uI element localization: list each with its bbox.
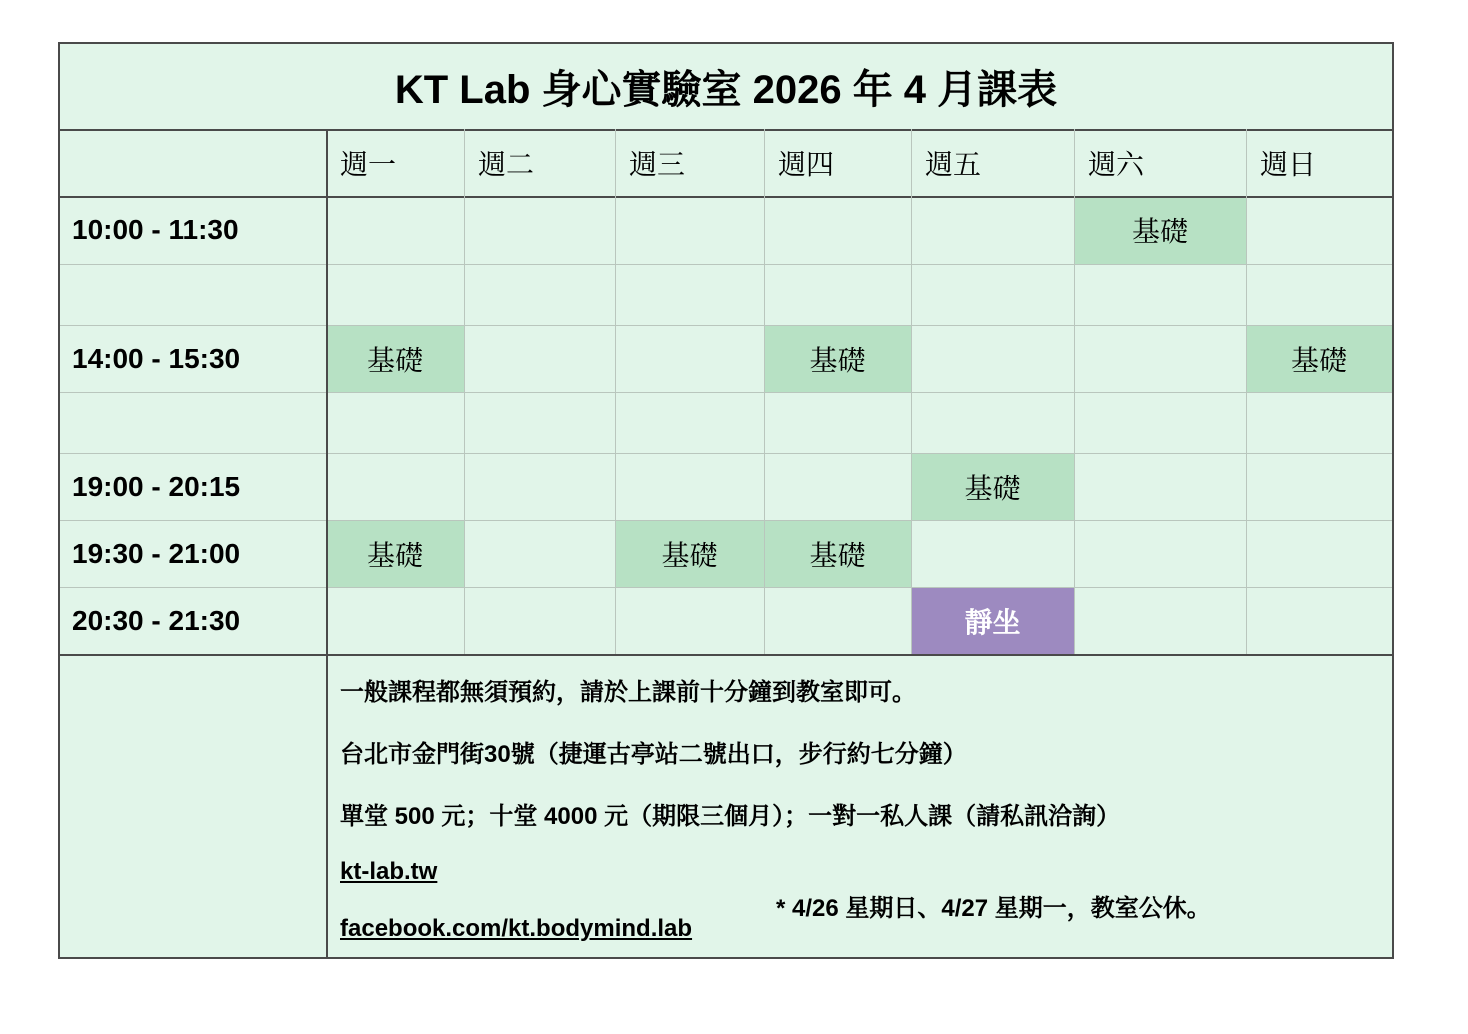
day-header: 週六 (1088, 148, 1145, 180)
class-cell: 基礎 (326, 520, 464, 587)
grid-column-line (326, 129, 328, 957)
pricing-note: 單堂 500 元；十堂 4000 元（期限三個月）；一對一私人課（請私訊洽詢） (340, 803, 1121, 830)
time-label: 19:30 - 21:00 (72, 537, 241, 569)
day-header: 週一 (340, 148, 397, 180)
class-cell: 基礎 (764, 325, 911, 392)
grid-column-line (911, 129, 912, 654)
class-cell: 基礎 (764, 520, 911, 587)
closure-note: * 4/26 星期日、4/27 星期一，教室公休。 (776, 895, 1211, 922)
booking-note: 一般課程都無須預約，請於上課前十分鐘到教室即可。 (340, 679, 916, 706)
time-label: 14:00 - 15:30 (72, 342, 241, 374)
time-label (60, 264, 326, 325)
class-cell: 基礎 (1074, 196, 1246, 264)
time-label: 20:30 - 21:30 (72, 604, 241, 636)
website-link[interactable]: kt-lab.tw (340, 858, 438, 885)
day-header: 週三 (629, 148, 686, 180)
class-cell: 基礎 (911, 453, 1074, 520)
address-note: 台北市金門街30號（捷運古亭站二號出口，步行約七分鐘） (340, 741, 967, 768)
time-label: 10:00 - 11:30 (72, 214, 239, 245)
grid-column-line (464, 129, 465, 654)
schedule-title: KT Lab 身心實驗室 2026 年 4 月課表 (60, 44, 1392, 131)
time-label: 19:00 - 20:15 (72, 470, 241, 502)
grid-column-line (1246, 129, 1247, 654)
schedule-table (58, 42, 1394, 959)
time-label (60, 392, 326, 453)
grid-column-line (764, 129, 765, 654)
grid-row-line (60, 654, 1392, 656)
facebook-link[interactable]: facebook.com/kt.bodymind.lab (340, 915, 693, 942)
grid-column-line (1074, 129, 1075, 654)
class-cell: 基礎 (1246, 325, 1392, 392)
class-cell: 基礎 (615, 520, 764, 587)
day-header: 週四 (778, 148, 835, 180)
class-cell: 基礎 (326, 325, 464, 392)
grid-column-line (615, 129, 616, 654)
day-header: 週五 (925, 148, 982, 180)
class-cell: 靜坐 (911, 587, 1074, 654)
day-header: 週日 (1260, 148, 1317, 180)
day-header: 週二 (478, 148, 535, 180)
